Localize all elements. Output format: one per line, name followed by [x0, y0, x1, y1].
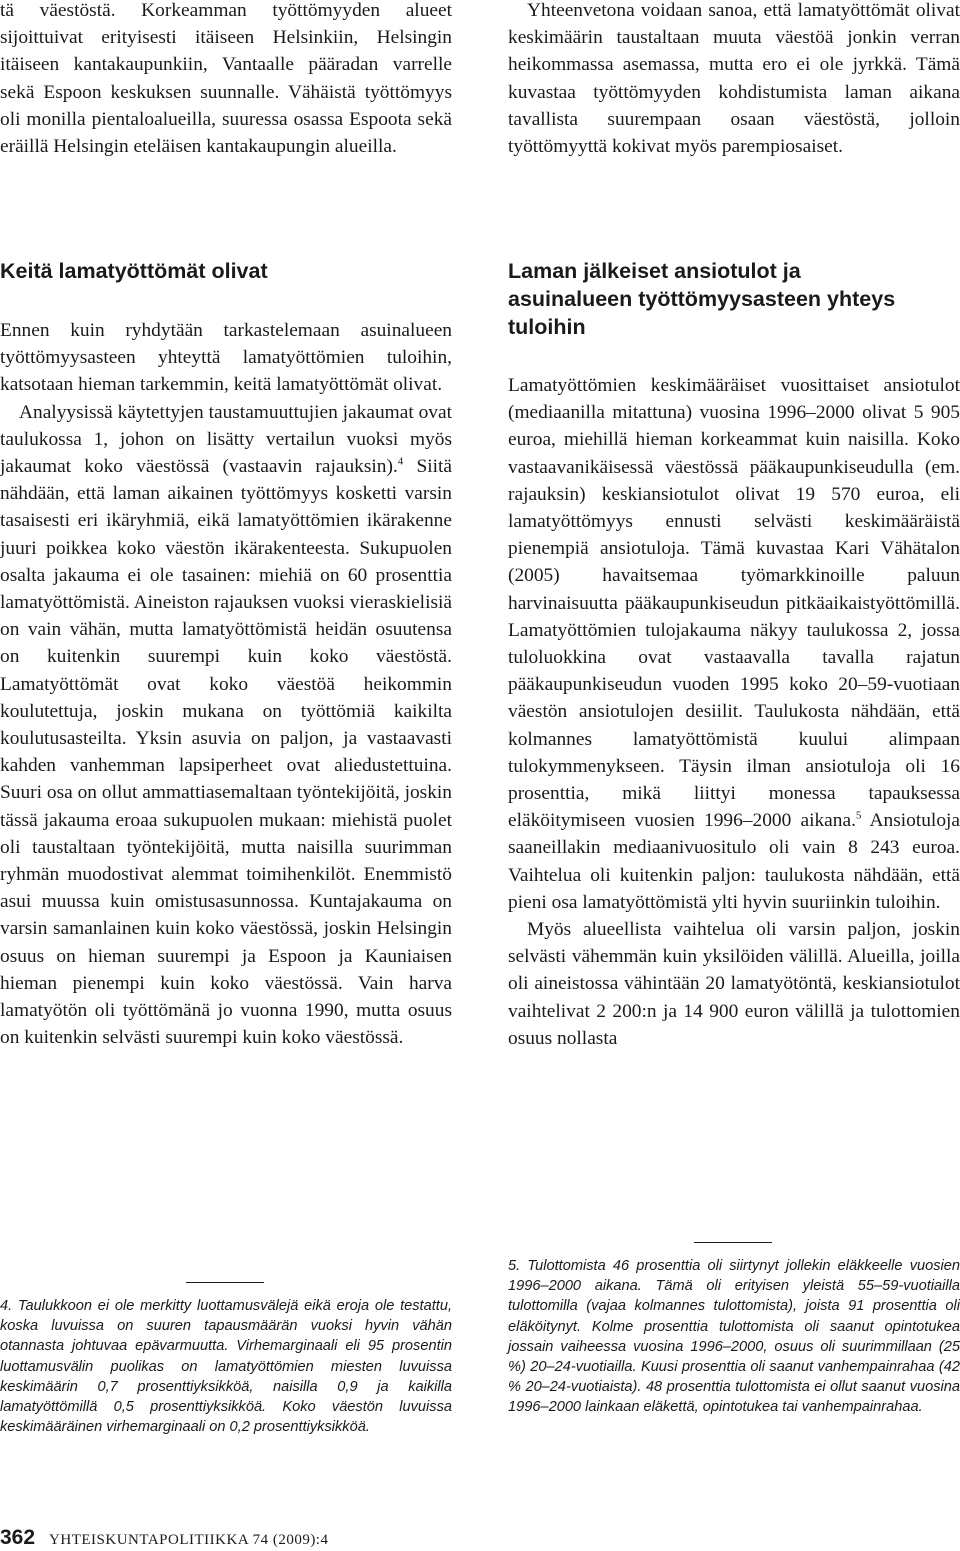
- right-top-paragraph: Yhteenvetona voidaan sanoa, että lamatyöttömät olivat keskimäärin taustaltaan muuta väestöä jonkin verran heikommassa asemassa, mutta ero ei ole jyrkkä. Tämä kuvastaa työttömyyden kohdistumista laman aikana tavallista suurempaan osaan väestöstä, jolloin työttömyyttä kokivat myös parempiosaiset.: [508, 0, 960, 158]
- left-p2-text-a: Analyysissä käytettyjen taustamuuttujien jakaumat ovat taulukossa 1, johon on lisätty vertailun vuoksi myös jakaumat koko väestössä (vastaavin rajauksin).: [0, 401, 452, 478]
- right-p1-text-a: Lamatyöttömien keskimääräiset vuosittaiset ansiotulot (mediaanilla mitattuna) vuosina 1996–2000 olivat 5 905 euroa, miehillä hieman korkeammat kuin naisilla. Koko vastaavanikäisessä väestössä pääkaupunkiseudulla (em. rajauksin) keskiansiotulot olivat 19 570 euroa, eli lamatyöttömyys ennusti selvästi keskimääräistä pienempiä ansiotuloja. Tämä kuvastaa Kari Vähätalon (2005) havaitsemaa työmarkkinoille paluun harvinaisuutta pääkaupunkiseudun pitkäaikaistyöttömillä. Lamatyöttömien tulojakauma näkyy taulukossa 2, jossa tuloluokkina ovat vastaavalla tavalla rajatun pääkaupunkiseudun vuoden 1995 koko 20–59-vuotiaan väestön ansiotulojen desiilit. Taulukosta nähdään, että kolmannes lamatyöttömistä kuului alimpaan tulokymmenykseen. Täysin ilman ansiotuloja oli 16 prosenttia, mikä liittyi monessa tapauksessa eläköitymiseen vuosien 1996–2000 aikana.: [508, 375, 960, 832]
- footnote-ref-5: 5: [855, 809, 862, 822]
- footnote-rule-right: [694, 1242, 772, 1243]
- footnote-rule-left: [186, 1282, 264, 1283]
- section-heading-right: Laman jälkeiset ansiotulot ja asuinalueen työttömyysasteen yhteys tuloihin: [508, 259, 896, 339]
- footnote-ref-4: 4: [397, 455, 404, 468]
- right-column-top-text: [508, 0, 960, 160]
- left-body-paragraph-1: Ennen kuin ryhdytään tarkastelemaan asuinalueen työttömyysasteen yhteyttä lamatyöttömien tuloihin, katsotaan hieman tarkemmin, keitä lamatyöttömät olivat.: [0, 320, 452, 396]
- right-body-paragraph-1: [508, 372, 960, 916]
- footnote-5: 5. Tulottomista 46 prosenttia oli siirtynyt jollekin eläkkeelle vuosien 1996–2000 aikana. Tämä oli erityisen yleistä 55–59-vuotiailla tulottomilla (vajaa kolmannes tulottomista), joista 91 prosenttia oli eläköitynyt. Kolme prosenttia tulottomista oli saanut opintotukea jossain vaiheessa vuosina 1996–2000, osuus oli suurimmillaan (25 %) 20–24-vuotiailla. Kuusi prosenttia oli saanut vanhempainrahaa (42 % 20–24-vuotiaista). 48 prosenttia tulottomista ei ollut saanut vuosina 1996–2000 lainkaan eläkettä, opintotukea tai vanhempainrahaa.: [508, 1258, 960, 1416]
- right-column-body: [508, 372, 960, 1052]
- left-p2-text-b: Siitä nähdään, että laman aikainen työttömyys kosketti varsin tasaisesti eri ikäryhmiä, eikä lamatyöttömien ikärakenne juuri poikkea koko väestön ikärakenteesta. Sukupuolen osalta jakauma ei ole tasainen: miehiä on 60 prosenttia lamatyöttömistä. Aineiston rajauksen vuoksi vieraskielisiä on vain vähän, mutta lamatyöttömistä heidän osuutensa on kuitenkin suurempi kuin koko väestöstä. Lamatyöttömät ovat koko väestöä heikommin koulutettuja, joskin mukana on työttömiä kaikilta koulutusasteilta. Yksin asuvia on paljon, ja vastaavasti kahden vanhemman lapsiperheet ovat aliedustettuina. Suuri osa on ollut ammattiasemaltaan työntekijöitä, joskin tässä jakauma eroaa sukupuolen mukaan: miehistä puolet oli taustaltaan työntekijöitä, mutta naisilla suurimman ryhmän muodostivat alemmat toimihenkilöt. Enemmistö asui muussa kuin omistusasunnossa. Kuntajakauma on varsin samanlainen kuin koko väestössä, joskin Helsingin osuus on hieman suurempi ja Espoon ja Kauniaisen hieman pienempi kuin koko väestössä. Vain harva lamatyötön oli työttömänä jo vuonna 1990, mutta osuus on kuitenkin selvästi suurempi kuin koko väestössä.: [0, 456, 452, 1049]
- right-p1-text-b: Ansiotuloja saaneillakin mediaanivuositulo oli vain 8 243 euroa. Vaihtelua oli kuitenkin paljon: taulukosta nähdään, että pieni osa lamatyöttömistä ylti hyvin suuriinkin tuloihin.: [508, 810, 960, 913]
- page-number: 362: [0, 1526, 36, 1549]
- left-column-top-text: [0, 0, 452, 160]
- section-heading-left: Keitä lamatyöttömät olivat: [0, 259, 268, 283]
- left-top-paragraph: tä väestöstä. Korkeamman työttömyyden alueet sijoittuivat erityisesti itäiseen Helsinkiin, Helsingin itäiseen kantakaupunkiin, Vantaalle pääradan varrelle sekä Espoon keskuksen suunnalle. Vähäistä työttömyys oli monilla pientaloalueilla, suuressa osassa Espoota sekä eräillä Helsingin eteläisen kantakaupungin alueilla.: [0, 0, 452, 158]
- left-body-paragraph-2: [0, 399, 452, 1052]
- journal-name: YHTEISKUNTAPOLITIIKKA 74 (2009):4: [49, 1532, 329, 1548]
- footnote-4: 4. Taulukkoon ei ole merkitty luottamusvälejä eikä eroja ole testattu, koska luvuissa on suuren tapausmäärän vuoksi hyvin vähän otannasta johtuvaa epävarmuutta. Virhemarginaali eli 95 prosentin luottamusvälin puolikas on lamatyöttömien miesten luvuissa keskimäärin 0,7 prosenttiyksikköä, naisilla 0,9 ja kaikilla lamatyöttömillä 0,5 prosenttiyksikköä. Koko väestön luvuissa keskimääräinen virhemarginaali on 0,2 prosenttiyksikköä.: [0, 1298, 452, 1436]
- page-footer: [0, 1526, 328, 1550]
- left-column-body: [0, 317, 452, 1051]
- right-body-paragraph-2: Myös alueellista vaihtelua oli varsin paljon, joskin selvästi vähemmän kuin yksilöiden välillä. Alueilla, joilla oli aineistossa vähintään 20 lamatyötöntä, keskiansiotulot vaihtelivat 2 200:n ja 14 900 euron välillä ja tulottomien osuus nollasta: [508, 919, 960, 1049]
